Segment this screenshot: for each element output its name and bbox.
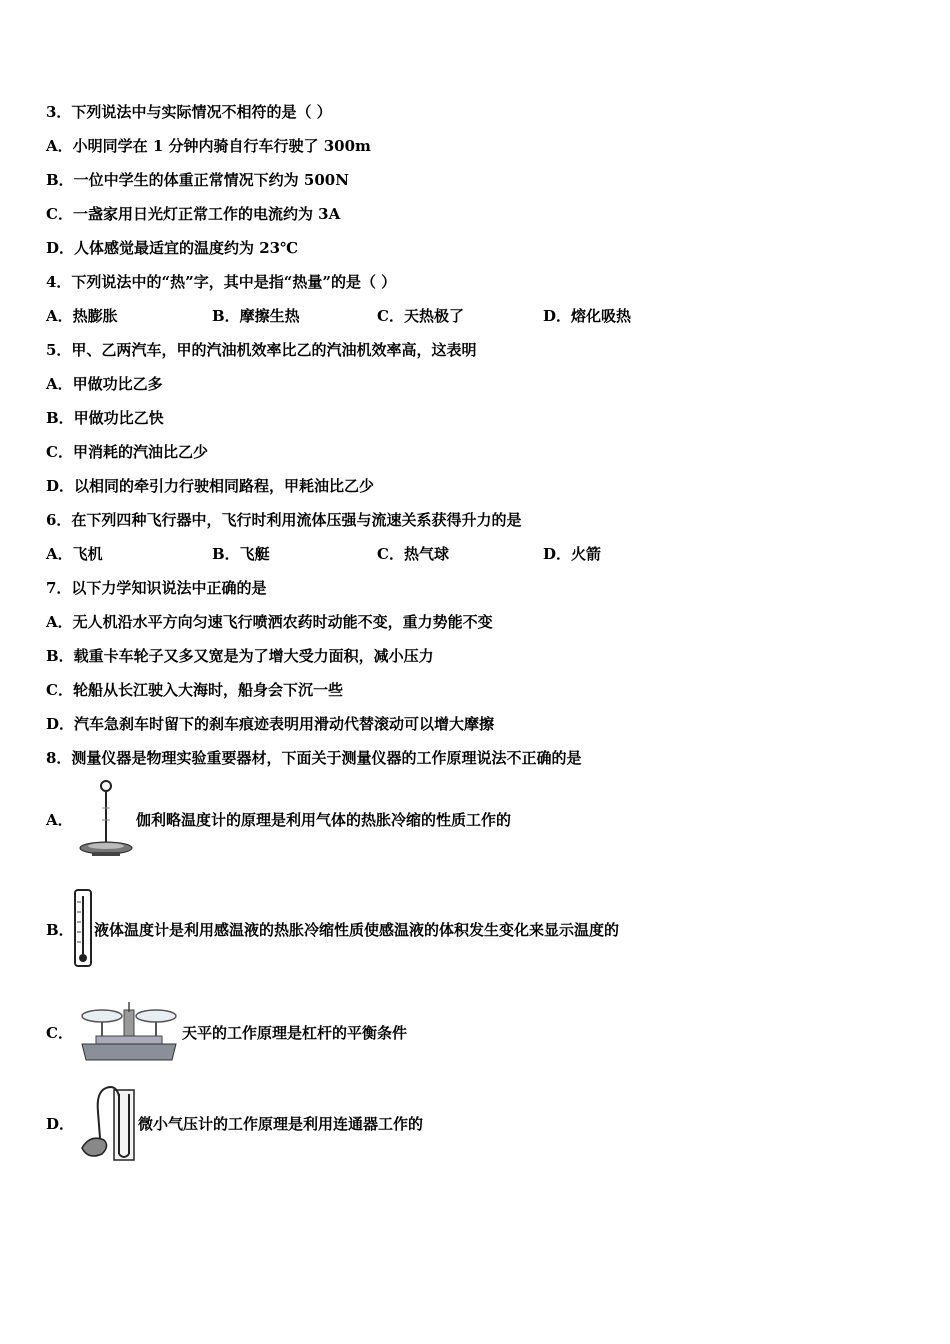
q5-option-d: D．以相同的牵引力行驶相同路程，甲耗油比乙少 [46,477,375,495]
q3-option-d: D．人体感觉最适宜的温度约为 23℃ [46,239,299,257]
q8-stem: 8．测量仪器是物理实验重要器材，下面关于测量仪器的工作原理说法不正确的是 [46,749,582,767]
q3-option-b: B．一位中学生的体重正常情况下约为 500N [46,171,349,189]
q6-option-c: C．热气球 [377,545,449,563]
q6-option-d: D．火箭 [543,545,602,563]
q7-option-b: B．载重卡车轮子又多又宽是为了增大受力面积，减小压力 [46,647,434,665]
q8-option-c-label: C． [46,1023,73,1042]
q8-option-d-label: D． [46,1114,75,1133]
q3-option-a: A．小明同学在 1 分钟内骑自行车行驶了 300m [46,137,371,155]
q4-stem: 4．下列说法中的“热”字，其中是指“热量”的是（ ） [46,273,397,291]
q4-option-a: A．热膨胀 [46,307,118,325]
q4-option-b: B．摩擦生热 [212,307,300,325]
q3-stem: 3．下列说法中与实际情况不相符的是（ ） [46,103,332,121]
q7-stem: 7．以下力学知识说法中正确的是 [46,579,267,597]
q4-option-d: D．熔化吸热 [543,307,632,325]
q5-option-a: A．甲做功比乙多 [46,375,163,393]
q6-stem: 6．在下列四种飞行器中，飞行时利用流体压强与流速关系获得升力的是 [46,511,522,529]
q8-option-b-label: B． [46,920,74,939]
q8-option-d-text: 微小气压计的工作原理是利用连通器工作的 [138,1114,424,1133]
q7-option-d: D．汽车急刹车时留下的刹车痕迹表明用滑动代替滚动可以增大摩擦 [46,715,495,733]
galileo-thermometer-figure [76,778,136,860]
q5-stem: 5．甲、乙两汽车，甲的汽油机效率比乙的汽油机效率高，这表明 [46,341,477,359]
q8-option-b [46,888,619,970]
q8-option-a-label: A． [46,810,73,829]
q5-option-c: C．甲消耗的汽油比乙少 [46,443,208,461]
q4-option-c: C．天热极了 [377,307,464,325]
q3-option-c: C．一盏家用日光灯正常工作的电流约为 3A [46,205,341,223]
q5-option-b: B．甲做功比乙快 [46,409,164,427]
q6-option-b: B．飞艇 [212,545,270,563]
q6-option-a: A．飞机 [46,545,103,563]
q8-option-c [46,996,407,1068]
q8-option-c-text: 天平的工作原理是杠杆的平衡条件 [182,1023,408,1042]
q7-option-a: A．无人机沿水平方向匀速飞行喷洒农药时动能不变，重力势能不变 [46,613,493,631]
liquid-thermometer-figure [72,888,94,970]
q7-option-c: C．轮船从长江驶入大海时，船身会下沉一些 [46,681,343,699]
q8-option-b-text: 液体温度计是利用感温液的热胀冷缩性质使感温液的体积发生变化来显示温度的 [94,920,620,939]
q8-option-d [46,1082,423,1164]
balance-scale-figure [76,996,182,1068]
micro-manometer-figure [76,1082,138,1164]
q8-option-a [46,778,511,860]
q8-option-a-text: 伽利略温度计的原理是利用气体的热胀冷缩的性质工作的 [136,810,512,829]
